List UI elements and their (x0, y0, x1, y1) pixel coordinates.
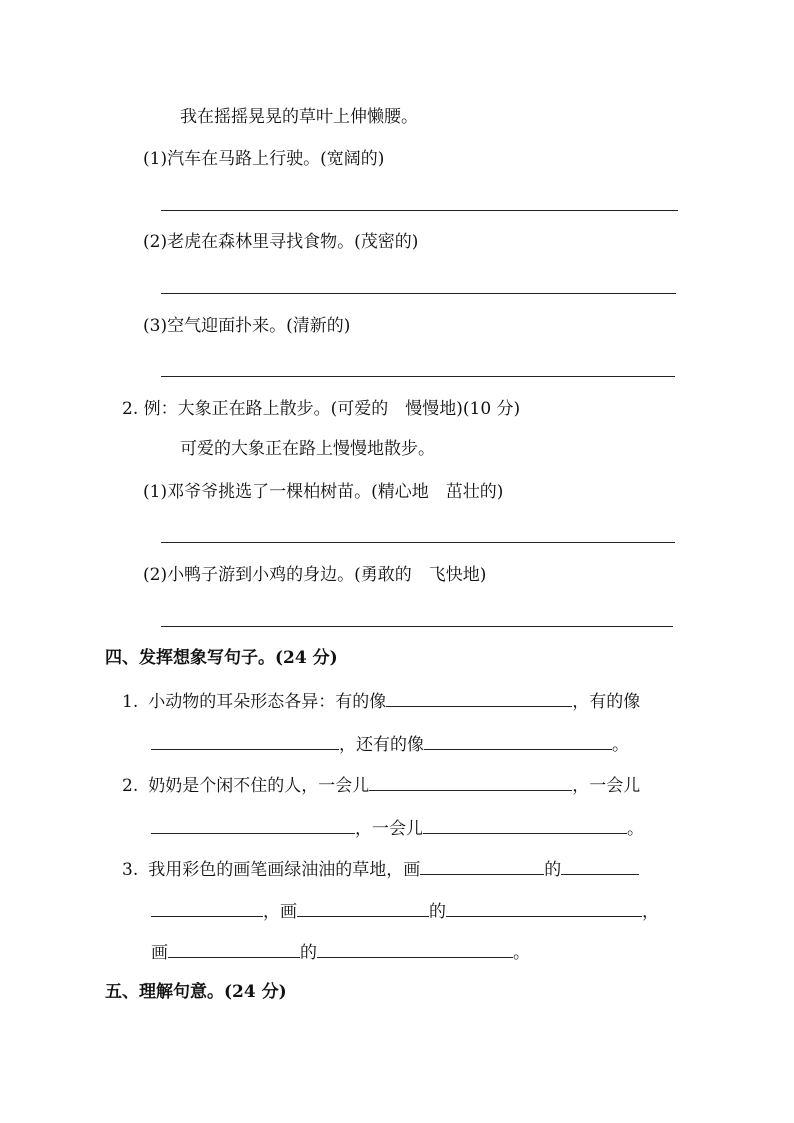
blank-grandma-2[interactable] (151, 816, 355, 834)
p4-q1-lead: 小动物的耳朵形态各异：有的像 (148, 692, 387, 712)
p4-q1-mid2: ，还有的像 (339, 735, 424, 755)
blank-grandma-3[interactable] (423, 816, 627, 834)
p4-q3-comma: ， (642, 902, 659, 922)
p4-q3-de-1: 的 (544, 860, 562, 880)
q1-item-3: (3)空气迎面扑来。(清新的) (143, 316, 351, 336)
p4-q3-line-1 (122, 857, 639, 881)
q2-example-answer: 可爱的大象正在路上慢慢地散步。 (180, 439, 435, 459)
q1-item-2: (2)老虎在森林里寻找食物。(茂密的) (143, 232, 419, 252)
p4-q2-mid2: ，一会儿 (355, 819, 423, 839)
p4-q1-line-2 (151, 732, 629, 756)
p4-q2-mid1: ，一会儿 (572, 776, 641, 796)
blank-ear-3[interactable] (424, 732, 612, 750)
blank-ear-2[interactable] (151, 732, 339, 750)
answer-line-q2-1[interactable] (161, 542, 675, 543)
p4-q3-line-3 (151, 940, 530, 964)
blank-draw-1c[interactable] (151, 899, 263, 917)
p4-q3-number: 3. (122, 860, 139, 880)
p4-q3-de-2: 的 (429, 902, 446, 922)
p4-q1-number: 1. (122, 692, 139, 712)
p4-q2-lead: 奶奶是个闲不住的人，一会儿 (148, 776, 370, 796)
section-five-heading: 五、理解句意。(24 分) (105, 982, 287, 1002)
q2-prompt: 2. 例：大象正在路上散步。(可爱的 慢慢地)(10 分) (122, 399, 521, 419)
section-four-heading: 四、发挥想象写句子。(24 分) (105, 648, 338, 668)
p4-q3-lead: 我用彩色的画笔画绿油油的草地，画 (148, 860, 421, 880)
q2-item-1: (1)邓爷爷挑选了一棵柏树苗。(精心地 茁壮的) (143, 482, 504, 502)
blank-ear-1[interactable] (386, 689, 572, 707)
p4-q3-line-2 (151, 899, 659, 923)
p4-q2-number: 2. (122, 776, 139, 796)
blank-draw-3a[interactable] (168, 940, 300, 958)
answer-line-q1-1[interactable] (161, 210, 678, 211)
p4-q1-end: 。 (612, 735, 629, 755)
answer-line-q2-2[interactable] (161, 626, 673, 627)
blank-draw-2a[interactable] (297, 899, 429, 917)
p4-q2-line-1 (122, 773, 640, 797)
blank-grandma-1[interactable] (369, 773, 572, 791)
p4-q3-comma-hua: ，画 (263, 902, 297, 922)
p4-q1-line-1 (122, 689, 640, 713)
p4-q3-hua: 画 (151, 943, 168, 963)
example-answer: 我在摇摇晃晃的草叶上伸懒腰。 (180, 107, 418, 127)
p4-q1-mid1: ，有的像 (572, 692, 641, 712)
p4-q3-de-3: 的 (300, 943, 317, 963)
answer-line-q1-3[interactable] (161, 376, 675, 377)
p4-q2-line-2 (151, 816, 644, 840)
blank-draw-3b[interactable] (317, 940, 513, 958)
p4-q2-end: 。 (627, 819, 644, 839)
blank-draw-1a[interactable] (420, 857, 544, 875)
answer-line-q1-2[interactable] (161, 293, 676, 294)
blank-draw-2b[interactable] (446, 899, 642, 917)
p4-q3-end: 。 (513, 943, 530, 963)
q1-item-1: (1)汽车在马路上行驶。(宽阔的) (143, 149, 385, 169)
q2-item-2: (2)小鸭子游到小鸡的身边。(勇敢的 飞快地) (143, 565, 487, 585)
blank-draw-1b[interactable] (561, 857, 639, 875)
